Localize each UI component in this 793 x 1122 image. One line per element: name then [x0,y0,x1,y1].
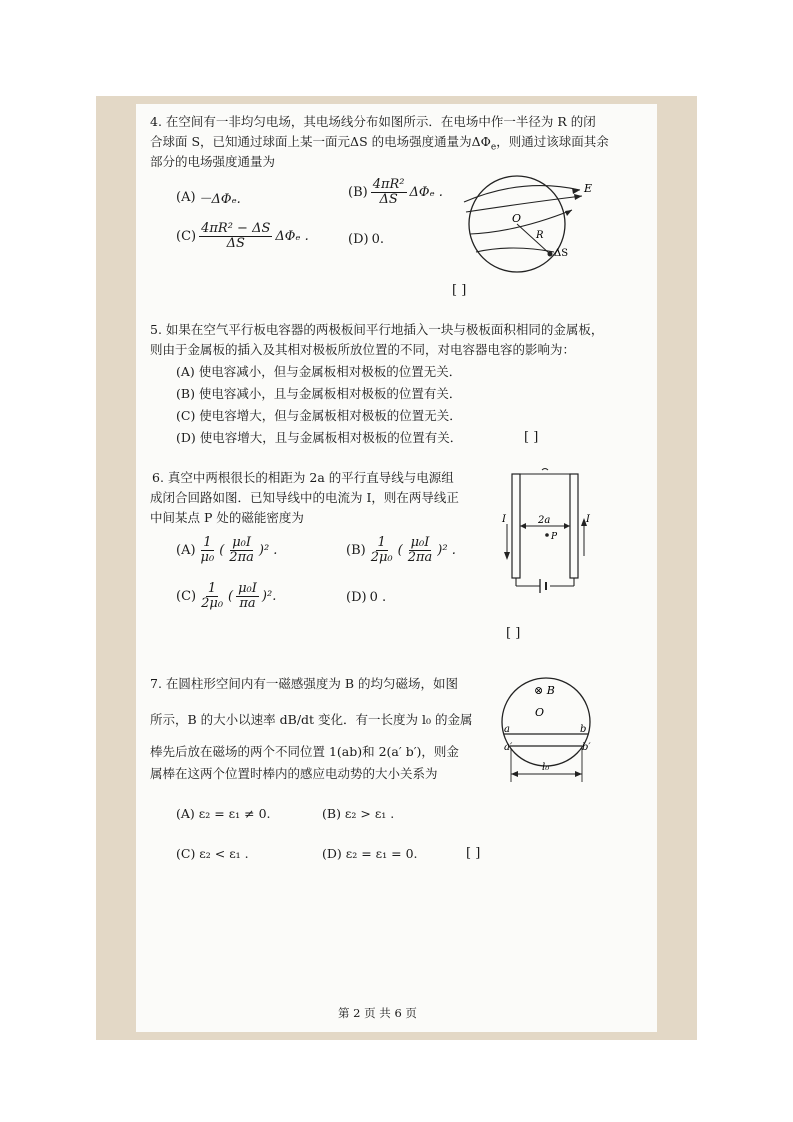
q5-line2: 则由于金属板的插入及其相对极板所放位置的不同，对电容器电容的影响为： [150,342,576,357]
q5-option-c: (C) 使电容增大，但与金属板相对极板的位置无关． [176,408,462,423]
q6-option-d: (D) 0 . [346,590,387,605]
q7-label-b: b [580,724,587,735]
q6-line1: 6. 真空中两根很长的相距为 2a 的平行直导线与电源组 [152,470,454,485]
q6-label-I-right: I [586,514,590,525]
q4-line3: 部分的电场强度通量为 [150,154,276,169]
q4-label-E: E [584,182,593,195]
q6-option-b: (B) $\frac{1}{\text{2μ₀}}$ ( $\frac{\text{μ₀I}}{2\pi a}$ )² . [346,535,456,565]
q7-option-c: (C) ε₂ < ε₁ . [176,846,249,861]
q5-option-b: (B) 使电容减小，且与金属板相对极板的位置有关． [176,386,462,401]
q4-field-diagram [462,172,612,278]
q7-magnetic-field-diagram [498,670,594,790]
q6-answer-bracket[interactable]: [ ] [506,626,521,641]
q5-line1: 5. 如果在空气平行板电容器的两极板间平行地插入一块与极板面积相同的金属板， [150,322,604,337]
q4-line2: 合球面 S，已知通过球面上某一面元ΔS 的电场强度通量为$\Delta\Phi_e$，则通过该球面其余 [150,134,609,153]
q4-label-dS: ΔS [554,248,569,259]
q6-circuit-diagram [500,464,592,596]
q7-label-a: a [504,724,510,735]
q4-option-c: (C) $\frac{\text{4πR² − ΔS}}{\Delta S}$ ΔΦₑ . [176,221,309,251]
q7-label-a-prime: a′ [504,742,513,753]
q5-answer-bracket[interactable]: [ ] [524,430,539,445]
q6-line3: 中间某点 P 处的磁能密度为 [150,510,304,525]
q7-label-O: O [535,706,545,719]
page-footer: 第 2 页 共 6 页 [338,1006,417,1020]
q7-option-a: (A) ε₂ = ε₁ ≠ 0. [176,806,271,821]
q4-option-a: (A) －ΔΦₑ. [176,190,241,207]
q7-option-b: (B) ε₂ > ε₁ . [322,806,395,821]
q7-line2: 所示，B 的大小以速率 dB/dt 变化．有一长度为 l₀ 的金属 [150,712,473,727]
q6-option-a: (A) $\frac{1}{\text{μ₀}}$ ( $\frac{\text{μ₀I}}{2\pi a}$ )² . [176,535,278,565]
q5-option-a: (A) 使电容减小，但与金属板相对极板的位置无关． [176,364,462,379]
q4-option-b: (B) $\frac{\text{4πR²}}{\Delta S}$ ΔΦₑ . [348,177,443,207]
q7-label-l0: l₀ [542,762,550,773]
q4-label-O: O [512,212,522,225]
q7-line1: 7. 在圆柱形空间内有一磁感强度为 B 的均匀磁场，如图 [150,676,459,691]
q5-option-d: (D) 使电容增大，且与金属板相对极板的位置有关． [176,430,463,445]
q7-label-b-prime: b′ [582,742,591,753]
q7-line4: 属棒在这两个位置时棒内的感应电动势的大小关系为 [150,766,438,781]
q6-label-P: P [551,532,558,542]
q4-option-d: (D) 0. [348,232,384,247]
q7-answer-bracket[interactable]: [ ] [466,846,481,861]
q6-label-I-left: I [502,514,506,525]
q4-answer-bracket[interactable]: [ ] [452,283,467,298]
q6-line2: 成闭合回路如图．已知导线中的电流为 I，则在两导线正 [150,490,459,505]
q4-label-R: R [536,230,544,241]
q4-line1: 4. 在空间有一非均匀电场，其电场线分布如图所示．在电场中作一半径为 R 的闭 [150,114,596,129]
q7-label-B: ⊗ B [534,684,555,697]
q7-option-d: (D) ε₂ = ε₁ = 0. [322,846,418,861]
q6-label-2a: 2a [538,515,551,526]
q6-option-c: (C) $\frac{1}{\text{2μ₀}}$ ( $\frac{\text{μ₀I}}{\pi a}$ )². [176,581,277,611]
q7-line3: 棒先后放在磁场的两个不同位置 1(ab)和 2(a′ b′)，则金 [150,744,459,759]
